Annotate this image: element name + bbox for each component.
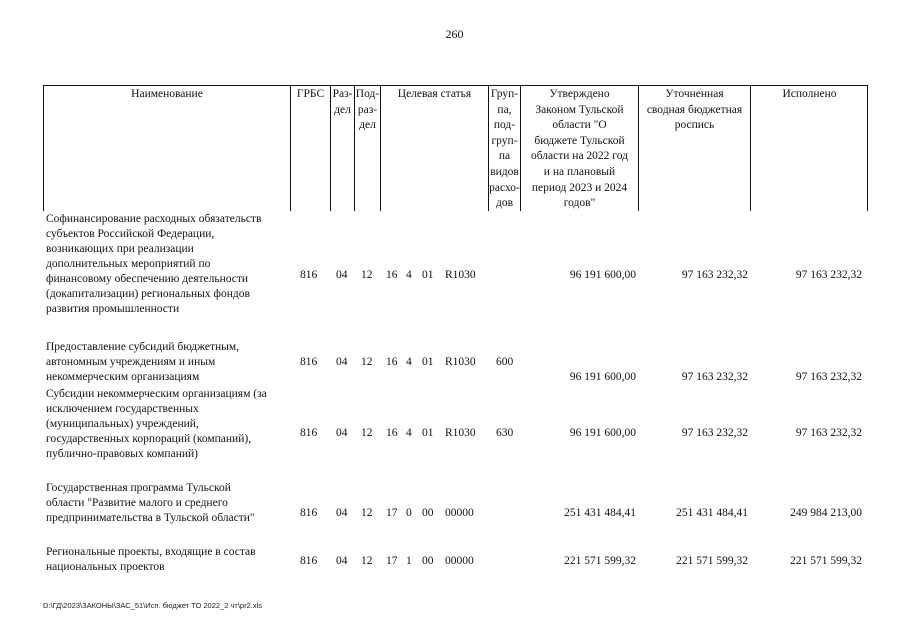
- row-target-event: 01: [422, 269, 434, 281]
- row-executed: 97 163 232,32: [795, 269, 862, 281]
- row-expense-group: 600: [496, 356, 514, 368]
- header-podrazdel: Под- раз- дел: [355, 88, 380, 132]
- header-grbs: ГРБС: [296, 88, 325, 100]
- header-expense-group: Груп- па, под- груп- па видов расхо- дов: [489, 88, 520, 210]
- row-target-program: 17: [386, 507, 398, 519]
- row-target-subprogram: 4: [406, 427, 412, 439]
- row-target-direction: 00000: [445, 507, 474, 519]
- row-target-event: 00: [422, 555, 434, 567]
- row-approved: 96 191 600,00: [569, 371, 636, 383]
- row-target-direction: 00000: [445, 555, 474, 567]
- row-target-subprogram: 4: [406, 269, 412, 281]
- row-razdel: 04: [336, 269, 348, 281]
- file-path-footer: D:\ГД\2023\ЗАКОНЫ\ЗАС_51\Исп. бюджет ТО 2022_2 чт\pr2.xls: [43, 601, 262, 610]
- row-executed: 249 984 213,00: [790, 507, 862, 519]
- row-executed: 221 571 599,32: [790, 555, 862, 567]
- header-executed: Исполнено: [782, 88, 837, 100]
- header-approved: Утверждено Законом Тульской области "О бюджете Тульской области на 2022 год и на плановый период 2023 и 2024 годов": [530, 88, 629, 210]
- row-razdel: 04: [336, 507, 348, 519]
- row-approved: 96 191 600,00: [569, 269, 636, 281]
- row-podrazdel: 12: [361, 427, 373, 439]
- row-target-event: 01: [422, 356, 434, 368]
- row-target-program: 16: [386, 427, 398, 439]
- row-refined: 97 163 232,32: [681, 371, 748, 383]
- row-grbs: 816: [300, 507, 318, 519]
- row-grbs: 816: [300, 427, 318, 439]
- row-name: Региональные проекты, входящие в состав национальных проектов: [46, 546, 256, 573]
- row-refined: 221 571 599,32: [676, 555, 748, 567]
- row-target-subprogram: 0: [406, 507, 412, 519]
- row-target-event: 00: [422, 507, 434, 519]
- row-razdel: 04: [336, 555, 348, 567]
- row-name: Предоставление субсидий бюджетным, автономным учреждениям и иным некоммерческим организациям: [46, 341, 240, 383]
- row-expense-group: 630: [496, 427, 514, 439]
- row-executed: 97 163 232,32: [795, 371, 862, 383]
- row-podrazdel: 12: [361, 356, 373, 368]
- header-target-article: Целевая статья: [397, 88, 472, 100]
- row-target-direction: R1030: [445, 269, 476, 281]
- row-razdel: 04: [336, 427, 348, 439]
- row-name: Софинансирование расходных обязательств субъектов Российской Федерации, возникающих при реализации дополнительных мероприятий по финансовому обеспечению деятельности (докапитализации) региональных фондов развития промышленности: [46, 213, 262, 315]
- row-podrazdel: 12: [361, 507, 373, 519]
- row-target-subprogram: 1: [406, 555, 412, 567]
- row-executed: 97 163 232,32: [795, 427, 862, 439]
- row-refined: 251 431 484,41: [676, 507, 748, 519]
- header-name: Наименование: [131, 88, 203, 100]
- row-target-program: 17: [386, 555, 398, 567]
- row-target-direction: R1030: [445, 356, 476, 368]
- header-razdel: Раз- дел: [332, 88, 353, 116]
- row-grbs: 816: [300, 555, 318, 567]
- row-target-program: 16: [386, 356, 398, 368]
- row-grbs: 816: [300, 269, 318, 281]
- row-target-subprogram: 4: [406, 356, 412, 368]
- row-target-event: 01: [422, 427, 434, 439]
- header-refined: Уточненная сводная бюджетная роспись: [646, 88, 743, 132]
- row-approved: 251 431 484,41: [564, 507, 636, 519]
- row-refined: 97 163 232,32: [681, 427, 748, 439]
- row-grbs: 816: [300, 356, 318, 368]
- row-approved: 221 571 599,32: [564, 555, 636, 567]
- row-podrazdel: 12: [361, 269, 373, 281]
- row-target-program: 16: [386, 269, 398, 281]
- row-target-direction: R1030: [445, 427, 476, 439]
- row-razdel: 04: [336, 356, 348, 368]
- row-refined: 97 163 232,32: [681, 269, 748, 281]
- page-number: 260: [445, 27, 464, 41]
- row-approved: 96 191 600,00: [569, 427, 636, 439]
- row-name: Субсидии некоммерческим организациям (за исключением государственных (муниципальных) учреждений, государственных корпораций (компаний), публично-правовых компаний): [46, 388, 267, 460]
- row-name: Государственная программа Тульской области "Развитие малого и среднего предпринимательства в Тульской области": [46, 482, 255, 524]
- row-podrazdel: 12: [361, 555, 373, 567]
